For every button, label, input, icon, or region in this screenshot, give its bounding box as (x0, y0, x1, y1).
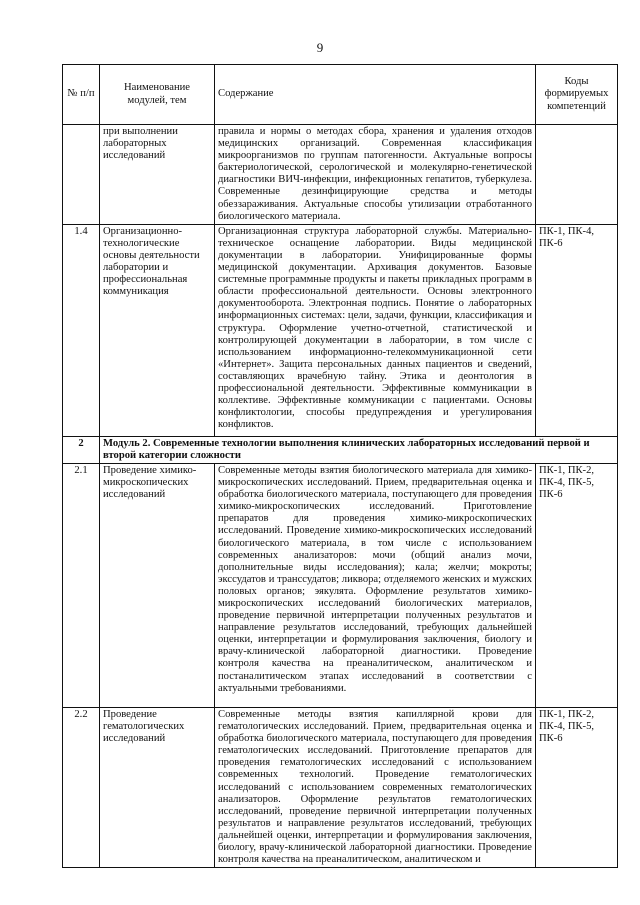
row-name: Проведение гематологических исследований (100, 707, 215, 867)
header-codes: Коды формируемых компетенций (536, 65, 618, 125)
row-name: при выполнении лабораторных исследований (100, 125, 215, 225)
module-num: 2 (63, 436, 100, 463)
row-name: Организационно-технологические основы деятельности лаборатории и профессиональная коммуникация (100, 224, 215, 436)
header-name: Наименование модулей, тем (100, 65, 215, 125)
row-codes: ПК-1, ПК-4, ПК-6 (536, 224, 618, 436)
row-content: Современные методы взятия капиллярной крови для гематологических исследований. Прием, предварительная оценка и обработка биологического материала, поступающего для проведения гематологических исследований. Приготовление препаратов для проведения гематологических исследований с использованием современных технологий. Проведение гематологических исследований с использованием современных гематологических анализаторов. Оформление результатов гематологических исследований, проведение первичной интерпретации полученных результатов и направление результатов исследований, требующих дальнейшей оценки, интерпретации и формулирования заключения, биологу, врачу-клинической лабораторной диагностики. Проведение контроля качества на преаналитическом, аналитическом и (215, 707, 536, 867)
header-content: Содержание (215, 65, 536, 125)
row-num: 2.1 (63, 463, 100, 707)
row-codes: ПК-1, ПК-2, ПК-4, ПК-5, ПК-6 (536, 463, 618, 707)
row-codes: ПК-1, ПК-2, ПК-4, ПК-5, ПК-6 (536, 707, 618, 867)
table-row (63, 707, 618, 867)
row-num: 2.2 (63, 707, 100, 867)
row-content: Организационная структура лабораторной службы. Материально-техническое оснащение лаборатории. Виды медицинской документации в лаборатории. Унифицированные формы медицинской документации. Архивация документов. Базовые системные программные продукты и пакеты прикладных программ в области профессиональной деятельности. Основы электронного документооборота. Электронная подпись. Понятие о лабораторных информационных системах: цели, задачи, функции, классификация и структура. Оформление учетно-отчетной, статистической и контролирующей документации в лаборатории, в том числе с использованием информационно-телекоммуникационной сети «Интернет». Защита персональных данных пациентов и сведений, составляющих врачебную тайну. Этика и деонтология в профессиональной деятельности. Эффективные коммуникации в коллективе. Эффективные коммуникации с пациентами. Основы конфликтологии, способы предупреждения и урегулирования конфликтов. (215, 224, 536, 436)
row-name: Проведение химико-микроскопических исследований (100, 463, 215, 707)
table-row (63, 463, 618, 707)
table-row (63, 125, 618, 225)
row-num (63, 125, 100, 225)
curriculum-table (62, 64, 618, 868)
page-number: 9 (316, 40, 324, 55)
row-codes (536, 125, 618, 225)
module-row (63, 436, 618, 463)
table-header-row (63, 65, 618, 125)
header-num: № п/п (63, 65, 100, 125)
row-content: правила и нормы о методах сбора, хранения и удаления отходов медицинских организаций. Современная классификация микроорганизмов по группам патогенности. Актуальные вопросы бактериологической, серологической и молекулярно-генетической диагностики ВИЧ-инфекции, инфекционных гепатитов, туберкулеза. Современные дезинфицирующие средства и методы обеззараживания. Актуальные способы утилизации отработанного биологического материала. (215, 125, 536, 225)
row-num: 1.4 (63, 224, 100, 436)
module-title: Модуль 2. Современные технологии выполнения клинических лабораторных исследований первой и второй категории сложности (100, 436, 618, 463)
table-row (63, 224, 618, 436)
row-content: Современные методы взятия биологического материала для химико-микроскопических исследований. Прием, предварительная оценка и обработка биологического материала, поступающего для проведения химико-микроскопических исследований. Приготовление препаратов для проведения химико-микроскопических исследований. Проведение химико-микроскопических исследований биологического материала, в том числе с использованием современных анализаторов: мочи (общий анализ мочи, дополнительные виды исследования); кала; желчи; мокроты; экссудатов и транссудатов; ликвора; отделяемого женских и мужских половых органов; эякулята. Оформление результатов химико-микроскопических исследований биологических материалов, проведение первичной интерпретации полученных результатов и направление результатов исследований, требующих дальнейшей оценки, интерпретации и формулирования заключения, биологу и врачу-клинической лабораторной диагностики. Проведение контроля качества на преаналитическом, аналитическом и постаналитическом этапах исследований в соответствии с актуальными требованиями. (215, 463, 536, 707)
